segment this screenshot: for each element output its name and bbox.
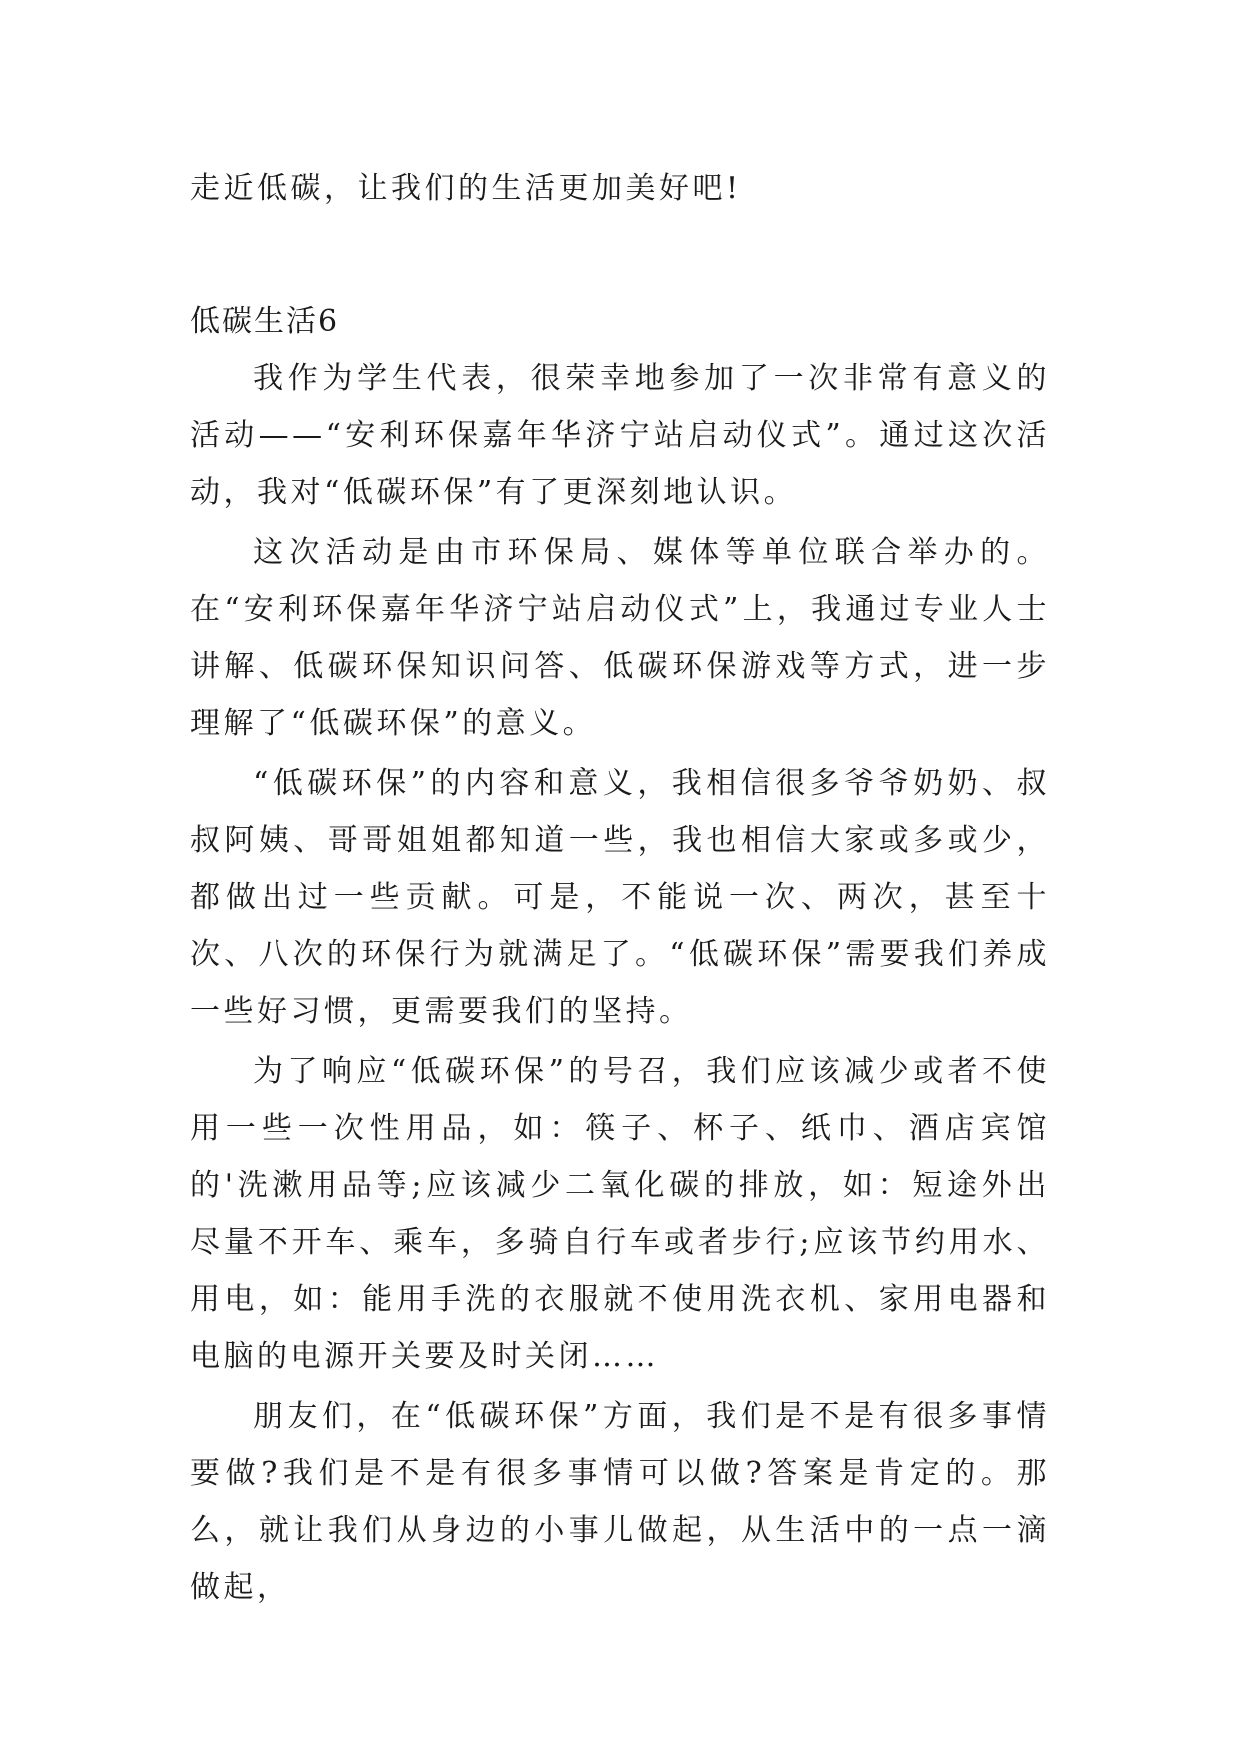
paragraph-5: 朋友们，在“低碳环保”方面，我们是不是有很多事情要做?我们是不是有很多事情可以做?答案是肯定的。那么，就让我们从身边的小事儿做起，从生活中的一点一滴做起， <box>190 1399 1050 1605</box>
lead-sentence: 走近低碳，让我们的生活更加美好吧! <box>190 171 742 206</box>
document-body <box>190 160 1050 1616</box>
section-heading: 低碳生活6 <box>190 304 340 339</box>
paragraph-3: “低碳环保”的内容和意义，我相信很多爷爷奶奶、叔叔阿姨、哥哥姐姐都知道一些，我也相信大家或多或少，都做出过一些贡献。可是，不能说一次、两次，甚至十次、八次的环保行为就满足了。“低碳环保”需要我们养成一些好习惯，更需要我们的坚持。 <box>190 766 1050 1029</box>
paragraph-1: 我作为学生代表，很荣幸地参加了一次非常有意义的活动——“安利环保嘉年华济宁站启动仪式”。通过这次活动，我对“低碳环保”有了更深刻地认识。 <box>190 361 1050 510</box>
paragraph-2: 这次活动是由市环保局、媒体等单位联合举办的。在“安利环保嘉年华济宁站启动仪式”上，我通过专业人士讲解、低碳环保知识问答、低碳环保游戏等方式，进一步理解了“低碳环保”的意义。 <box>190 535 1050 741</box>
paragraph-4: 为了响应“低碳环保”的号召，我们应该减少或者不使用一些一次性用品，如：筷子、杯子、纸巾、酒店宾馆的'洗漱用品等;应该减少二氧化碳的排放，如：短途外出尽量不开车、乘车，多骑自行车或者步行;应该节约用水、用电，如：能用手洗的衣服就不使用洗衣机、家用电器和电脑的电源开关要及时关闭…… <box>190 1054 1050 1374</box>
